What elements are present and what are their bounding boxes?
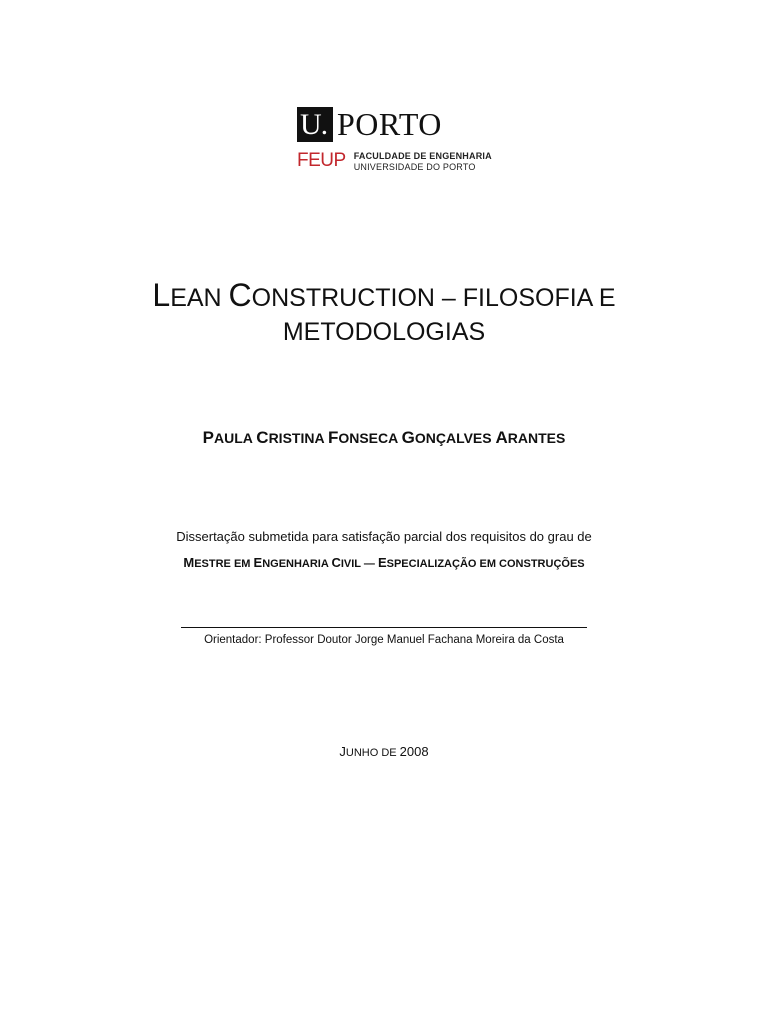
title-line-1: LEAN CONSTRUCTION – FILOSOFIA E	[152, 277, 616, 313]
faculty-line-2: UNIVERSIDADE DO PORTO	[353, 161, 476, 172]
degree-name: MESTRE EM ENGENHARIA CIVIL — ESPECIALIZAÇÃO EM CONSTRUÇÕES	[183, 555, 585, 570]
u-letter-box: U.	[297, 107, 333, 142]
feup-word: FEUP	[297, 150, 346, 171]
advisor-line: Orientador: Professor Doutor Jorge Manuel Fachana Moreira da Costa	[204, 634, 564, 646]
faculty-line-1: FACULDADE DE ENGENHARIA	[353, 151, 492, 161]
uporto-wordmark	[297, 106, 442, 142]
porto-word: PORTO	[337, 105, 442, 142]
dissertation-statement: Dissertação submetida para satisfação parcial dos requisitos do grau de	[176, 529, 592, 544]
title-line-2: METODOLOGIAS	[282, 318, 486, 346]
uporto-feup-logo	[297, 106, 497, 176]
separator-line	[181, 627, 587, 628]
author-name: PAULA CRISTINA FONSECA GONÇALVES ARANTES	[202, 428, 566, 447]
thesis-title	[0, 278, 768, 349]
feup-wordmark	[297, 150, 492, 172]
faculty-name	[354, 150, 492, 172]
submission-date: JUNHO DE 2008	[339, 744, 429, 759]
